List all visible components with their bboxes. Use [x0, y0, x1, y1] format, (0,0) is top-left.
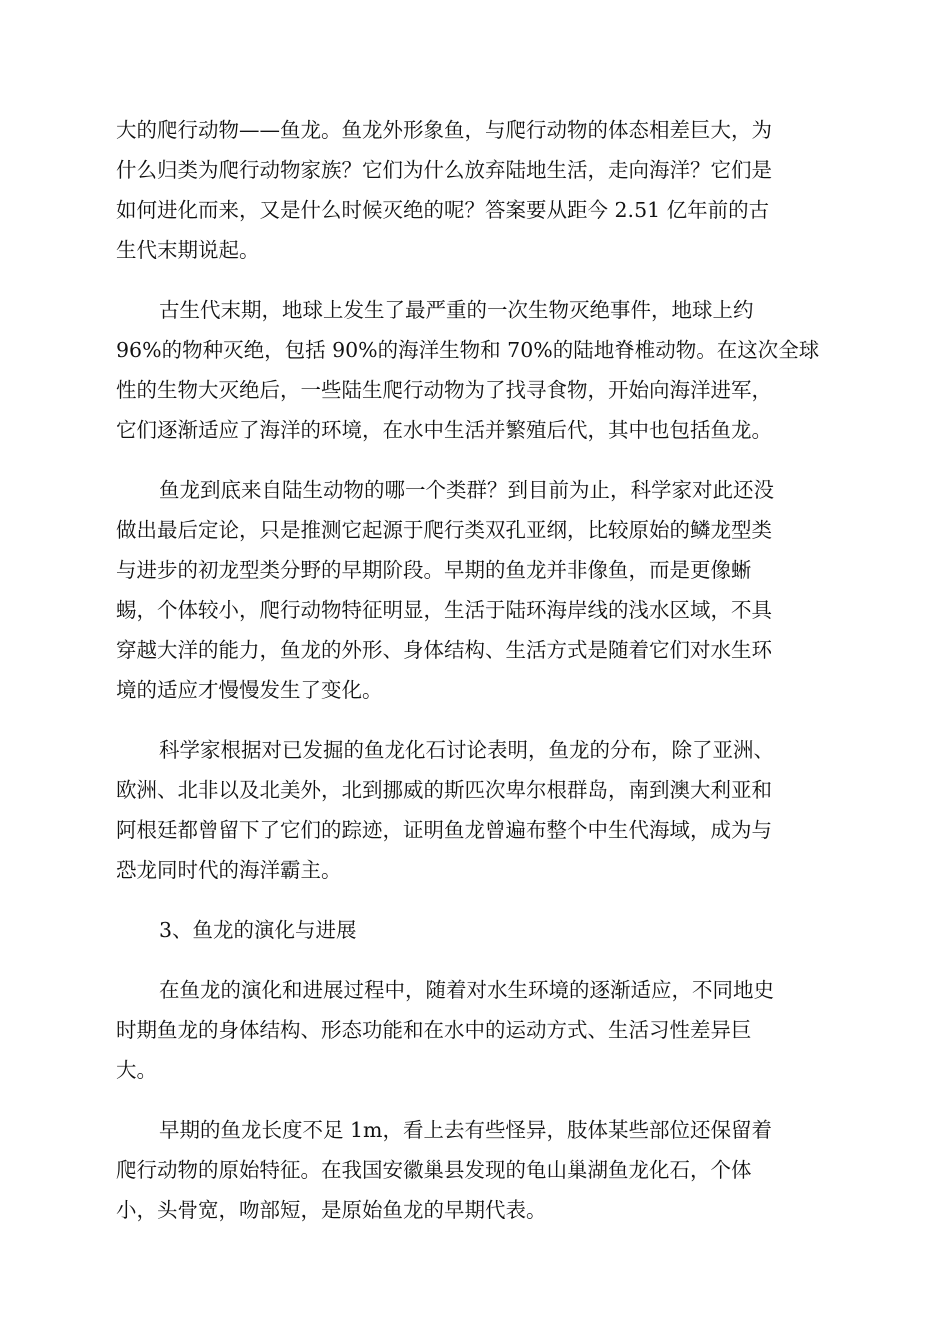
heading-line: 3、鱼龙的演化与进展 — [159, 918, 357, 942]
text-line: 性的生物大灭绝后，一些陆生爬行动物为了找寻食物，开始向海洋进军， — [116, 378, 772, 402]
text-line: 鱼龙到底来自陆生动物的哪一个类群？到目前为止，科学家对此还没 — [159, 478, 774, 502]
text-line: 大。 — [116, 1058, 157, 1082]
text-line: 大的爬行动物——鱼龙。鱼龙外形象鱼，与爬行动物的体态相差巨大，为 — [116, 118, 772, 142]
text-line: 它们逐渐适应了海洋的环境，在水中生活并繁殖后代，其中也包括鱼龙。 — [116, 418, 772, 442]
text-line: 穿越大洋的能力，鱼龙的外形、身体结构、生活方式是随着它们对水生环 — [116, 638, 772, 662]
text-line: 科学家根据对已发掘的鱼龙化石讨论表明，鱼龙的分布，除了亚洲、 — [159, 738, 774, 762]
text-line: 蜴，个体较小，爬行动物特征明显，生活于陆环海岸线的浅水区域，不具 — [116, 598, 772, 622]
text-line: 爬行动物的原始特征。在我国安徽巢县发现的龟山巢湖鱼龙化石，个体 — [116, 1158, 752, 1182]
text-line: 时期鱼龙的身体结构、形态功能和在水中的运动方式、生活习性差异巨 — [116, 1018, 752, 1042]
text-line: 欧洲、北非以及北美外，北到挪威的斯匹次卑尔根群岛，南到澳大利亚和 — [116, 778, 772, 802]
text-line: 境的适应才慢慢发生了变化。 — [116, 678, 383, 702]
document-body — [116, 110, 832, 1250]
text-line: 与进步的初龙型类分野的早期阶段。早期的鱼龙并非像鱼，而是更像蜥 — [116, 558, 752, 582]
paragraph-early-ichthyosaurs — [116, 1110, 832, 1230]
paragraph-evolution — [116, 970, 832, 1090]
paragraph-distribution — [116, 730, 832, 890]
text-line: 阿根廷都曾留下了它们的踪迹，证明鱼龙曾遍布整个中生代海域，成为与 — [116, 818, 772, 842]
paragraph-intro-continuation — [116, 110, 832, 270]
text-line: 恐龙同时代的海洋霸主。 — [116, 858, 342, 882]
text-line: 生代末期说起。 — [116, 238, 260, 262]
section-heading — [116, 910, 832, 950]
text-line: 小，头骨宽，吻部短，是原始鱼龙的早期代表。 — [116, 1198, 547, 1222]
paragraph-paleozoic-extinction — [116, 290, 832, 450]
text-line: 什么归类为爬行动物家族？它们为什么放弃陆地生活，走向海洋？它们是 — [116, 158, 772, 182]
text-line: 96%的物种灭绝，包括 90%的海洋生物和 70%的陆地脊椎动物。在这次全球 — [116, 338, 820, 362]
text-line: 古生代末期，地球上发生了最严重的一次生物灭绝事件，地球上约 — [159, 298, 754, 322]
paragraph-origin — [116, 470, 832, 710]
text-line: 早期的鱼龙长度不足 1m，看上去有些怪异，肢体某些部位还保留着 — [159, 1118, 772, 1142]
text-line: 如何进化而来，又是什么时候灭绝的呢？答案要从距今 2.51 亿年前的古 — [116, 198, 770, 222]
text-line: 在鱼龙的演化和进展过程中，随着对水生环境的逐渐适应，不同地史 — [159, 978, 774, 1002]
text-line: 做出最后定论，只是推测它起源于爬行类双孔亚纲，比较原始的鳞龙型类 — [116, 518, 772, 542]
